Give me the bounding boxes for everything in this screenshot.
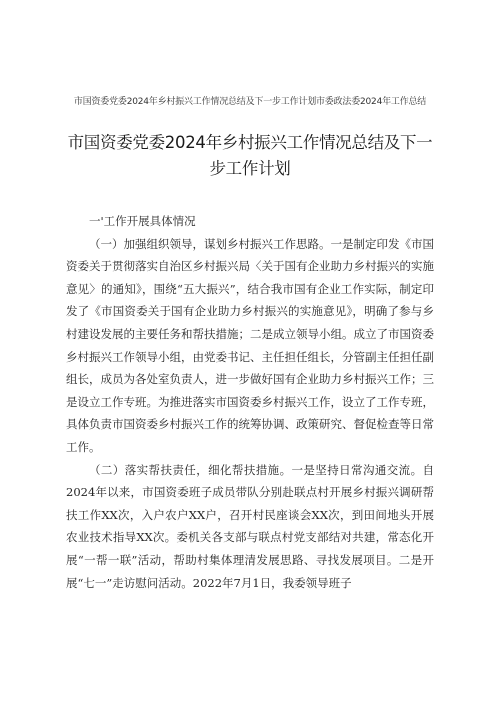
body-paragraph: （二）落实帮扶责任，细化帮扶措施。一是坚持日常沟通交流。自2024年以来，市国资委班子成员带队分别赴联点村开展乡村振兴调研帮扶工作XX次，入户农户XX户，召开村民座谈会XX次，到田间地头开展农业技术指导XX次。委机关各支部与联点村党支部结对共建，常态化开展“一帮一联”活动，帮助村集体理清发展思路、寻找发展项目。二是开展“七一”走访慰问活动。2022年7月1日，我委领导班子 <box>66 462 434 590</box>
document-title: 市国资委党委2024年乡村振兴工作情况总结及下一步工作计划 <box>67 133 433 178</box>
running-header: 市国资委党委2024年乡村振兴工作情况总结及下一步工作计划市委政法委2024年工作总结 <box>73 97 427 107</box>
document-body <box>66 210 434 594</box>
section-heading: 一'工作开展具体情况 <box>89 214 196 228</box>
body-paragraph: （一）加强组织领导，谋划乡村振兴工作思路。一是制定印发《市国资委关于贯彻落实自治区乡村振兴局〈关于国有企业助力乡村振兴的实施意见〉的通知》，围绕“五大振兴”，结合我市国有企业工作实际，制定印发了《市国资委关于国有企业助力乡村振兴的实施意见》，明确了参与乡村建设发展的主要任务和帮扶措施；二是成立领导小组。成立了市国资委乡村振兴工作领导小组，由党委书记、主任担任组长，分管副主任担任副组长，成员为各处室负责人，进一步做好国有企业助力乡村振兴工作；三是设立工作专班。为推进落实市国资委乡村振兴工作，设立了工作专班，具体负责市国资委乡村振兴工作的统筹协调、政策研究、督促检查等日常工作。 <box>66 236 434 454</box>
